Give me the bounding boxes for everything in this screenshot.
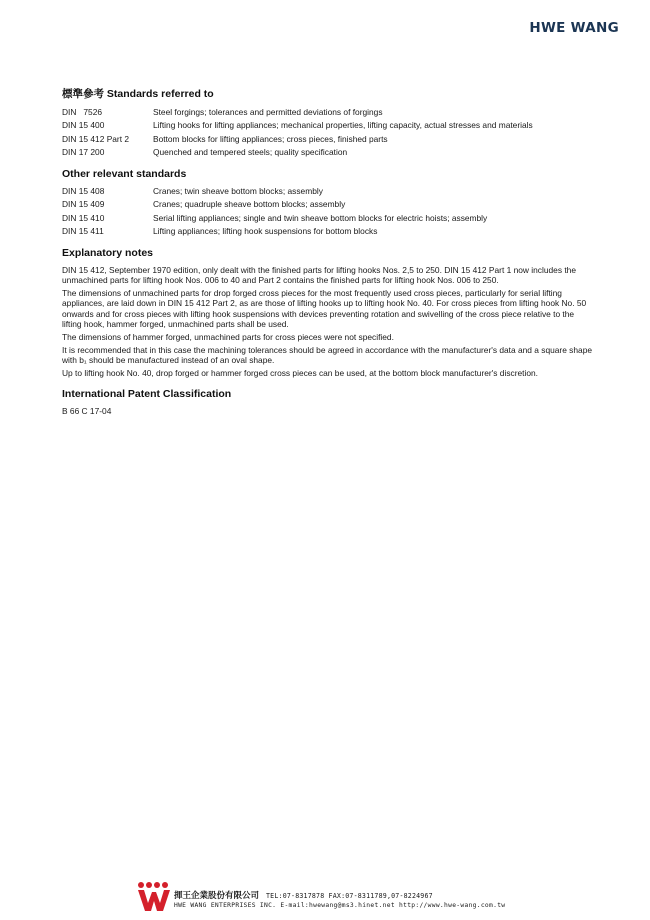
reference-code: DIN 15 411 <box>62 225 104 236</box>
footer-line-1 <box>174 891 505 901</box>
brand-name: HWE WANG <box>529 20 619 36</box>
reference-code: DIN 15 408 <box>62 185 105 196</box>
reference-description: Lifting appliances; lifting hook suspensions for bottom blocks <box>153 225 378 236</box>
company-name-chinese: 揮王企業股份有限公司 <box>174 891 260 901</box>
email-website: E-mail:hwewang@ms3.hinet.net http://www.hwe-wang.com.tw <box>280 902 506 909</box>
other-standards-heading: Other relevant standards <box>62 167 187 180</box>
reference-row <box>62 226 592 237</box>
patent-classification-heading: International Patent Classification <box>62 388 232 401</box>
footer <box>136 881 556 915</box>
reference-description: Cranes; quadruple sheave bottom blocks; assembly <box>153 199 346 210</box>
reference-description: Bottom blocks for lifting appliances; cross pieces, finished parts <box>153 133 388 144</box>
reference-row <box>62 120 592 131</box>
reference-row <box>62 213 592 224</box>
reference-row <box>62 186 592 197</box>
standards-referred-heading: 標準參考 Standards referred to <box>62 88 214 100</box>
reference-description: Quenched and tempered steels; quality specification <box>153 147 348 158</box>
note-paragraph: It is recommended that in this case the machining tolerances should be agreed in accordance with the manufacturer's data and a square shape with b₁ should be manufactured instead of an oval shape. <box>62 344 593 365</box>
reference-code: DIN 15 409 <box>62 199 105 210</box>
footer-line-2 <box>174 901 505 910</box>
reference-code: DIN 7526 <box>62 107 103 117</box>
patent-classification-section <box>62 388 592 416</box>
document-body <box>62 86 592 426</box>
explanatory-notes-heading: Explanatory notes <box>62 246 154 259</box>
note-paragraph: DIN 15 412, September 1970 edition, only dealt with the finished parts for lifting hooks Nos. 2,5 to 250. DIN 15 412 Part 1 now includes the unmachined parts for lifting hook Nos. 006 to 40 and Part 2 contains the finished parts for lifting hook Nos. 006 to 250. <box>62 264 576 285</box>
other-standards-section <box>62 168 592 237</box>
reference-code: DIN 15 410 <box>62 212 105 223</box>
reference-row <box>62 147 592 158</box>
reference-code: DIN 15 400 <box>62 120 105 131</box>
footer-contact-block <box>174 891 505 910</box>
reference-code: DIN 17 200 <box>62 147 105 158</box>
standards-referred-section <box>62 86 592 158</box>
note-paragraph: The dimensions of hammer forged, unmachined parts for cross pieces were not specified. <box>62 331 394 342</box>
reference-description: Cranes; twin sheave bottom blocks; assembly <box>153 185 323 196</box>
company-name-english: HWE WANG ENTERPRISES INC. <box>174 902 277 909</box>
company-logo-icon <box>136 881 172 913</box>
reference-row <box>62 199 592 210</box>
reference-description: Steel forgings; tolerances and permitted deviations of forgings <box>153 107 383 117</box>
reference-row <box>62 107 592 118</box>
reference-row <box>62 134 592 145</box>
note-paragraph: The dimensions of unmachined parts for drop forged cross pieces for the most frequently used cross pieces, particularly for serial lifting appliances, are laid down in DIN 15 412 Part 2, as are those of lifting hooks up to lifting hook No. 40. For cross pieces from lifting hook No. 50 onwards and for cross pieces with lifting hook suspensions with devices preventing rotation and swivelling of the cross piece relative to the lifting hook, hammer forged, unmachined parts shall be used. <box>62 287 587 329</box>
reference-description: Serial lifting appliances; single and twin sheave bottom blocks for electric hoists; assembly <box>153 212 488 223</box>
explanatory-notes-section <box>62 247 592 379</box>
reference-code: DIN 15 412 Part 2 <box>62 133 130 144</box>
reference-description: Lifting hooks for lifting appliances; mechanical properties, lifting capacity, actual stresses and materials <box>153 120 533 131</box>
patent-classification-code: B 66 C 17-04 <box>62 406 112 417</box>
note-paragraph: Up to lifting hook No. 40, drop forged or hammer forged cross pieces can be used, at the bottom block manufacturer's discretion. <box>62 367 538 378</box>
phone-fax: TEL:07-8317878 FAX:07-8311789,07-8224967 <box>266 892 433 900</box>
